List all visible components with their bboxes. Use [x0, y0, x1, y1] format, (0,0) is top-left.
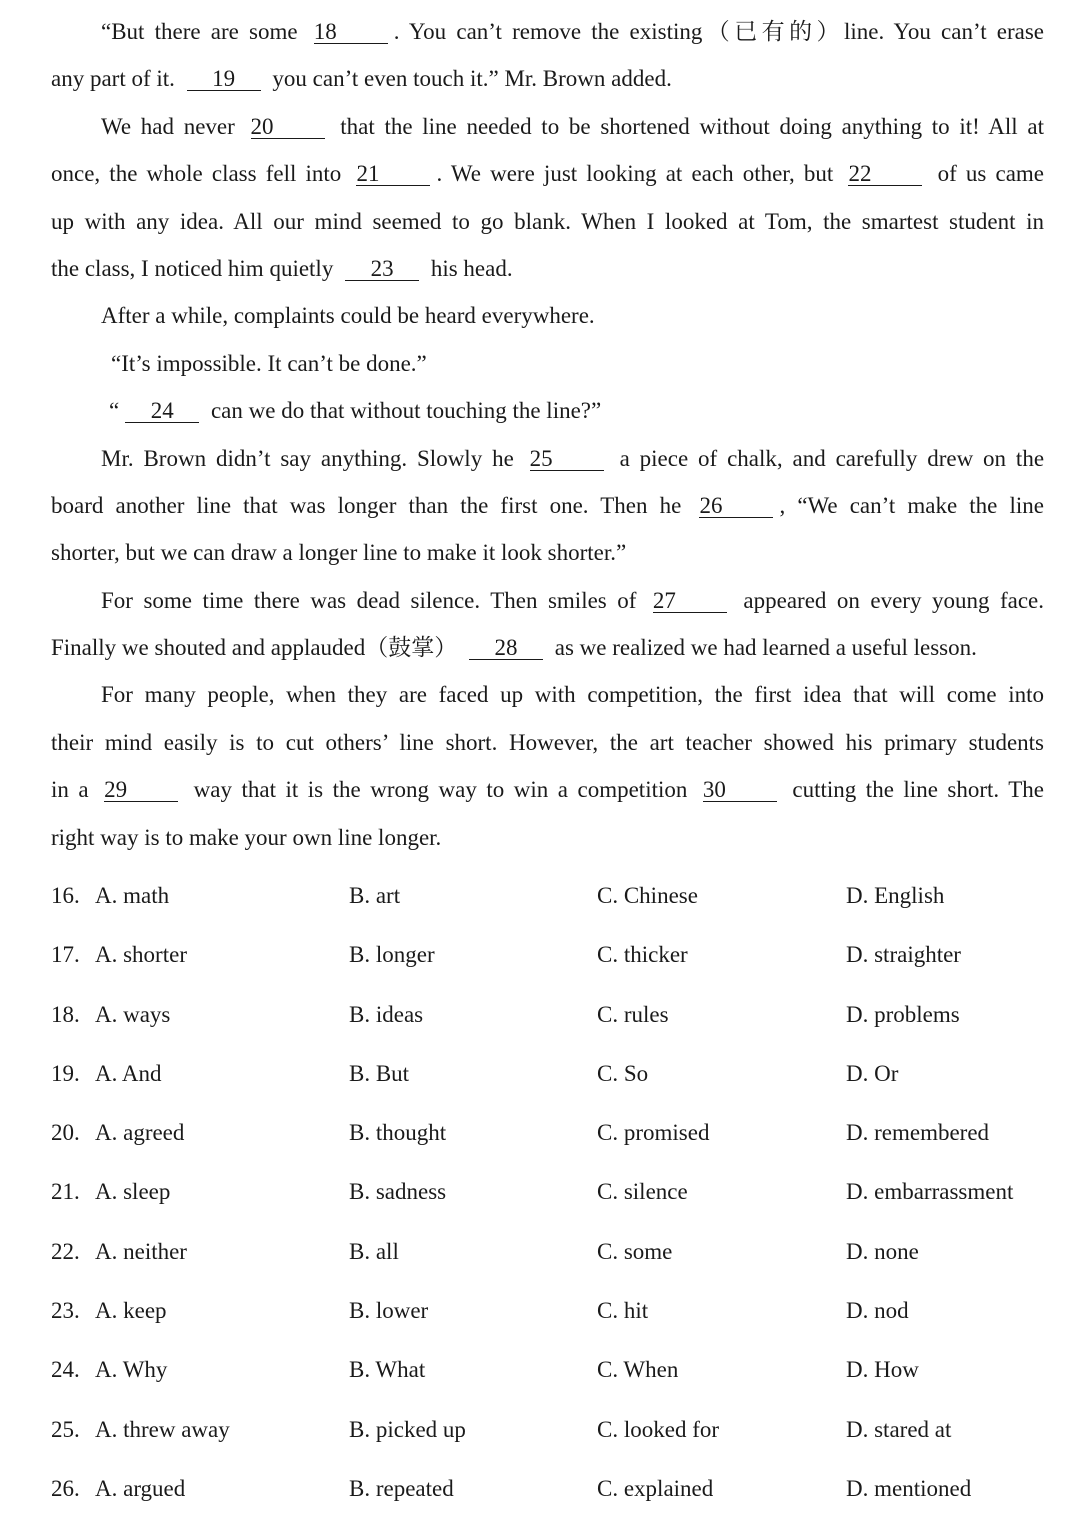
answer-blank-18: 18: [314, 21, 388, 44]
option-b: B. ideas: [349, 1001, 424, 1027]
question-number: 16.: [51, 883, 80, 908]
option-d: D. none: [846, 1238, 919, 1264]
option-c: C. promised: [597, 1120, 710, 1146]
question-number: 24.: [51, 1357, 80, 1383]
passage-text: his head.: [430, 255, 513, 281]
passage-text: the class, I noticed him quietly: [51, 255, 334, 281]
passage-text: Mr. Brown didn’t say anything. Slowly he: [101, 445, 514, 471]
option-a: A. Why: [95, 1357, 168, 1383]
passage-line: [51, 103, 1044, 150]
option-c: C. silence: [597, 1179, 688, 1205]
question-number: 23.: [51, 1298, 80, 1324]
passage-text: “: [109, 398, 120, 424]
question-18-options: [51, 985, 1044, 1044]
question-19-options: [51, 1044, 1044, 1103]
passage-line: [51, 55, 1044, 102]
passage-text: , “We can’t make the line: [779, 492, 1044, 518]
passage-line: [51, 814, 1044, 861]
option-a: A. neither: [95, 1238, 187, 1264]
question-number: 19.: [51, 1060, 80, 1086]
option-d: D. straighter: [846, 942, 961, 968]
passage-line: [51, 340, 1044, 387]
option-b: B. repeated: [349, 1475, 454, 1501]
option-c: C. rules: [597, 1001, 669, 1027]
question-26-options: [51, 1459, 1044, 1518]
passage-text: . We were just looking at each other, but: [436, 161, 834, 187]
option-c: C. thicker: [597, 942, 688, 968]
option-a: A. ways: [95, 1001, 171, 1027]
option-c: C. When: [597, 1357, 679, 1383]
passage-text: board another line that was longer than the first one. Then he: [51, 492, 682, 518]
passage-line: [51, 245, 1044, 292]
passage-text: a piece of chalk, and carefully drew on the: [619, 445, 1045, 471]
option-a: A. agreed: [95, 1120, 185, 1146]
answer-blank-26: 26: [699, 495, 773, 518]
option-d: D. How: [846, 1357, 919, 1383]
passage-text: way that it is the wrong way to win a competition: [193, 777, 688, 803]
passage-text: We had never: [101, 113, 235, 139]
passage-text: their mind easily is to cut others’ line short. However, the art teacher showed his primary students: [51, 729, 1044, 755]
passage-line: [51, 482, 1044, 529]
option-a: A. math: [95, 883, 170, 908]
question-24-options: [51, 1340, 1044, 1399]
question-number: 20.: [51, 1120, 80, 1146]
option-b: B. longer: [349, 942, 435, 968]
passage-line: [51, 577, 1044, 624]
answer-blank-22: 22: [848, 163, 922, 186]
passage-text: as we realized we had learned a useful lesson.: [554, 635, 977, 661]
answer-blank-20: 20: [251, 116, 325, 139]
passage-line: [51, 671, 1044, 718]
question-number: 18.: [51, 1001, 80, 1027]
question-number: 25.: [51, 1416, 80, 1442]
passage-text: After a while, complaints could be heard everywhere.: [101, 303, 595, 329]
passage-text: For many people, when they are faced up with competition, the first idea that will come into: [101, 682, 1044, 708]
passage-line: [51, 198, 1044, 245]
answer-blank-27: 27: [653, 590, 727, 613]
option-a: A. threw away: [95, 1416, 230, 1442]
answer-blank-19: 19: [187, 68, 261, 91]
question-number: 26.: [51, 1475, 80, 1501]
passage-text: appeared on every young face.: [743, 587, 1045, 613]
option-b: B. all: [349, 1238, 399, 1264]
answer-blank-30: 30: [703, 779, 777, 802]
passage-text: . You can’t remove the existing（已有的）line. You can’t erase: [393, 19, 1044, 44]
question-16-options: [51, 866, 1044, 925]
answer-blank-25: 25: [530, 448, 604, 471]
passage-text: up with any idea. All our mind seemed to go blank. When I looked at Tom, the smartest student in: [51, 208, 1044, 234]
option-d: D. Or: [846, 1060, 899, 1086]
question-number: 21.: [51, 1179, 80, 1205]
question-22-options: [51, 1222, 1044, 1281]
passage-text: in a: [51, 777, 89, 803]
option-a: A. And: [95, 1060, 162, 1086]
passage-line: [51, 719, 1044, 766]
option-d: D. remembered: [846, 1120, 990, 1146]
passage-text: Finally we shouted and applauded（鼓掌）: [51, 635, 458, 661]
option-d: D. English: [846, 883, 945, 908]
passage-line: [51, 387, 1044, 434]
answer-blank-29: 29: [104, 779, 178, 802]
passage-text: that the line needed to be shortened without doing anything to it! All at: [340, 113, 1044, 139]
option-b: B. But: [349, 1060, 410, 1086]
option-d: D. stared at: [846, 1416, 952, 1442]
answer-blank-28: 28: [469, 637, 543, 660]
question-number: 22.: [51, 1238, 80, 1264]
passage-text: once, the whole class fell into: [51, 161, 342, 187]
option-d: D. problems: [846, 1001, 960, 1027]
option-b: B. picked up: [349, 1416, 466, 1442]
question-20-options: [51, 1103, 1044, 1162]
passage-line: [51, 8, 1044, 55]
option-a: A. argued: [95, 1475, 186, 1501]
answer-options: [51, 866, 1044, 1518]
option-c: C. explained: [597, 1475, 714, 1501]
option-a: A. keep: [95, 1298, 167, 1324]
question-23-options: [51, 1281, 1044, 1340]
passage-line: [51, 435, 1044, 482]
question-25-options: [51, 1400, 1044, 1459]
option-c: C. So: [597, 1060, 649, 1086]
option-b: B. lower: [349, 1298, 429, 1324]
passage-text: right way is to make your own line longer.: [51, 824, 442, 850]
cloze-passage: [51, 8, 1044, 861]
option-c: C. Chinese: [597, 883, 698, 908]
option-b: B. sadness: [349, 1179, 447, 1205]
passage-text: any part of it.: [51, 66, 175, 92]
answer-blank-21: 21: [356, 163, 430, 186]
passage-line: [51, 529, 1044, 576]
passage-text: of us came: [937, 161, 1045, 187]
option-b: B. art: [349, 883, 401, 908]
passage-line: [51, 150, 1044, 197]
option-d: D. embarrassment: [846, 1179, 1014, 1205]
passage-line: [51, 766, 1044, 813]
option-b: B. thought: [349, 1120, 447, 1146]
passage-text: you can’t even touch it.” Mr. Brown added.: [272, 66, 672, 92]
passage-text: “But there are some: [101, 19, 298, 44]
passage-line: [51, 624, 1044, 671]
option-d: D. mentioned: [846, 1475, 972, 1501]
question-21-options: [51, 1162, 1044, 1221]
passage-text: “It’s impossible. It can’t be done.”: [111, 350, 427, 376]
passage-text: cutting the line short. The: [792, 777, 1045, 803]
passage-text: shorter, but we can draw a longer line to make it look shorter.”: [51, 540, 627, 566]
option-c: C. hit: [597, 1298, 649, 1324]
question-17-options: [51, 925, 1044, 984]
option-c: C. some: [597, 1238, 673, 1264]
option-a: A. shorter: [95, 942, 187, 968]
passage-text: can we do that without touching the line?”: [210, 398, 602, 424]
option-d: D. nod: [846, 1298, 909, 1324]
passage-text: For some time there was dead silence. Then smiles of: [101, 587, 637, 613]
option-a: A. sleep: [95, 1179, 171, 1205]
question-number: 17.: [51, 942, 80, 968]
answer-blank-24: 24: [125, 400, 199, 423]
answer-blank-23: 23: [345, 258, 419, 281]
passage-line: [51, 292, 1044, 339]
option-c: C. looked for: [597, 1416, 720, 1442]
option-b: B. What: [349, 1357, 426, 1383]
